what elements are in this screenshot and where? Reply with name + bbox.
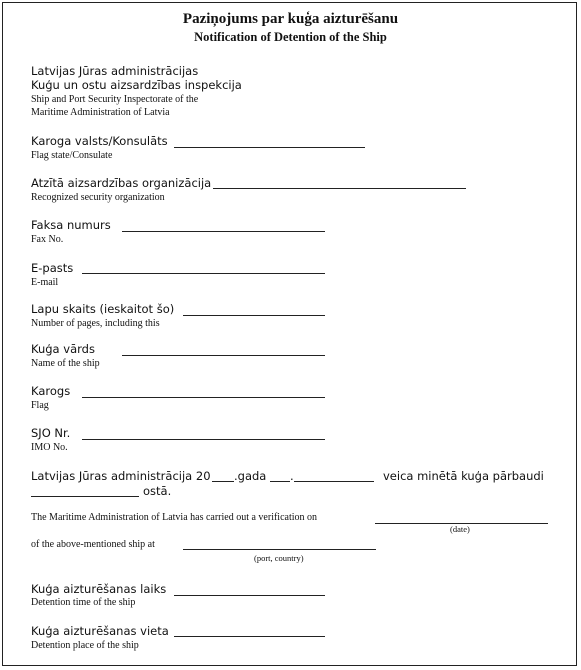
statement-en-1: The Maritime Administration of Latvia has carried out a verification on bbox=[31, 512, 318, 523]
statement-en-2: of the above-mentioned ship at bbox=[31, 539, 155, 550]
document-title: Paziņojums par kuģa aizturēšanu bbox=[182, 11, 399, 27]
statement-text-4: veica minētā kuģa pārbaudi bbox=[383, 469, 544, 483]
email-field[interactable] bbox=[82, 273, 325, 274]
month-field[interactable] bbox=[294, 469, 374, 482]
recognized-org-field[interactable] bbox=[213, 188, 466, 189]
date-hint: (date) bbox=[450, 524, 470, 534]
header-authority-lv: Latvijas Jūras administrācijas bbox=[31, 64, 199, 78]
ship-name-label-en: Name of the ship bbox=[31, 358, 100, 369]
email-label: E-pasts bbox=[31, 261, 74, 275]
port-lv-field[interactable] bbox=[31, 484, 139, 497]
flag-state-label-en: Flag state/Consulate bbox=[31, 150, 113, 161]
fax-label: Faksa numurs bbox=[31, 218, 111, 232]
detention-place-label-en: Detention place of the ship bbox=[31, 640, 139, 651]
recognized-org-label: Atzītā aizsardzības organizācija bbox=[31, 176, 212, 190]
flag-field[interactable] bbox=[82, 397, 325, 398]
ship-name-label: Kuģa vārds bbox=[31, 342, 95, 356]
fax-field[interactable] bbox=[122, 231, 325, 232]
flag-state-field[interactable] bbox=[174, 147, 365, 148]
detention-time-label: Kuģa aizturēšanas laiks bbox=[31, 582, 167, 596]
header-authority-en: Maritime Administration of Latvia bbox=[31, 107, 170, 118]
header-inspectorate-lv: Kuģu un ostu aizsardzības inspekcija bbox=[31, 78, 242, 92]
fax-label-en: Fax No. bbox=[31, 234, 64, 245]
flag-label: Karogs bbox=[31, 384, 71, 398]
email-label-en: E-mail bbox=[31, 277, 59, 288]
ship-name-field[interactable] bbox=[122, 355, 325, 356]
day-field[interactable] bbox=[270, 469, 290, 482]
statement-text-5: ostā. bbox=[143, 484, 172, 498]
year-field[interactable] bbox=[212, 469, 234, 482]
recognized-org-label-en: Recognized security organization bbox=[31, 192, 165, 203]
pages-label-en: Number of pages, including this bbox=[31, 318, 160, 329]
statement-text-2: .gada bbox=[234, 469, 267, 483]
pages-label: Lapu skaits (ieskaitot šo) bbox=[31, 302, 175, 316]
document-subtitle: Notification of Detention of the Ship bbox=[194, 30, 387, 44]
imo-label-en: IMO No. bbox=[31, 442, 68, 453]
statement-text-3: . bbox=[290, 469, 294, 483]
port-hint: (port, country) bbox=[254, 553, 304, 563]
port-country-field[interactable] bbox=[183, 549, 376, 550]
detention-place-label: Kuģa aizturēšanas vieta bbox=[31, 624, 169, 638]
flag-state-label: Karoga valsts/Konsulāts bbox=[31, 134, 168, 148]
detention-time-label-en: Detention time of the ship bbox=[31, 597, 136, 608]
detention-place-field[interactable] bbox=[174, 636, 325, 637]
pages-field[interactable] bbox=[183, 315, 325, 316]
imo-label: SJO Nr. bbox=[31, 426, 71, 440]
imo-field[interactable] bbox=[82, 439, 325, 440]
header-inspectorate-en: Ship and Port Security Inspectorate of the bbox=[31, 94, 199, 105]
flag-label-en: Flag bbox=[31, 400, 49, 411]
statement-text-1: Latvijas Jūras administrācija 20 bbox=[31, 469, 211, 483]
detention-time-field[interactable] bbox=[174, 595, 325, 596]
